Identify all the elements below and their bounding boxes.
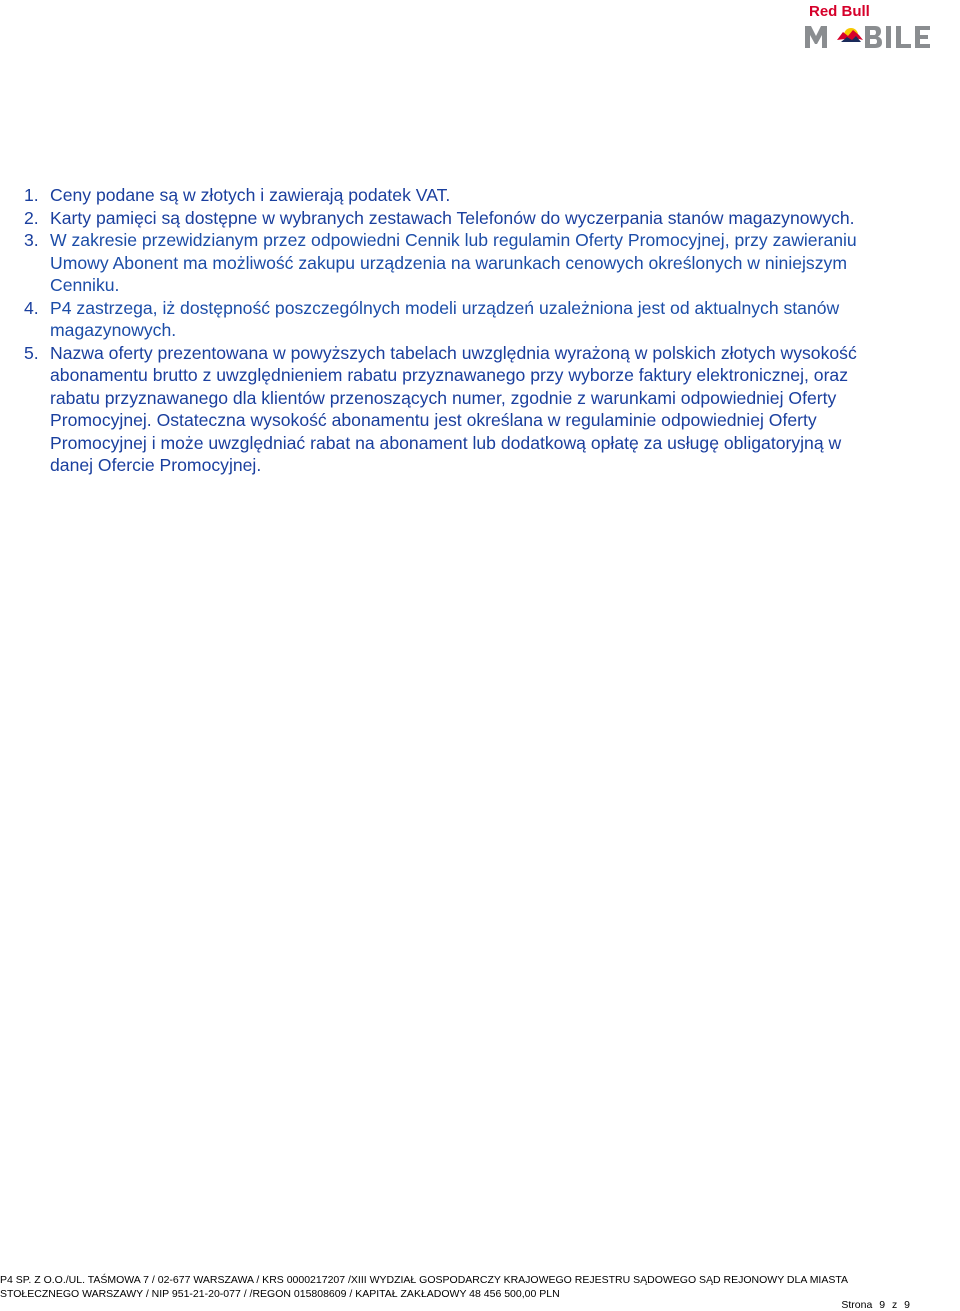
logo-brand-top: Red Bull [809, 3, 870, 20]
logo-bull-emblem [837, 28, 863, 42]
page-current: 9 [879, 1299, 886, 1311]
note-text: Ceny podane są w złotych i zawierają podatek VAT. [50, 185, 451, 205]
page-number [841, 1299, 914, 1311]
page-label: Strona [841, 1299, 873, 1311]
notes-list [24, 184, 874, 477]
note-item [24, 229, 874, 297]
note-number: 3. [24, 230, 39, 250]
note-text: Nazwa oferty prezentowana w powyższych tabelach uwzględnia wyrażoną w polskich złotych wysokość abonamentu brutto z uwzględnieniem rabatu przyznawanego przy wyborze faktury elektronicznej, oraz rabatu przyznawanego dla klientów przenoszących numer, zgodnie z warunkami odpowiedniej Oferty Promocyjnej. Ostateczna wysokość abonamentu jest określana w regulaminie odpowiedniej Oferty Promocyjnej i może uwzględniać rabat na abonament lub dodatkową opłatę za usługę obligatoryjną w danej Ofercie Promocyjnej. [50, 342, 857, 475]
logo-wordmark [805, 26, 930, 48]
note-item [24, 184, 874, 207]
note-number: 4. [24, 297, 39, 318]
note-text: Karty pamięci są dostępne w wybranych zestawach Telefonów do wyczerpania stanów magazynowych. [50, 207, 855, 228]
page-separator: z [891, 1299, 898, 1311]
note-item [24, 342, 874, 477]
note-text: P4 zastrzega, iż dostępność poszczególnych modeli urządzeń uzależniona jest od aktualnych stanów magazynowych. [50, 297, 840, 340]
company-footer [0, 1273, 960, 1301]
note-item [24, 297, 874, 342]
note-item [24, 207, 874, 230]
footer-line-2: STOŁECZNEGO WARSZAWY / NIP 951-21-20-077 / /REGON 015808609 / KAPITAŁ ZAKŁADOWY 48 456 500,00 PLN [0, 1288, 560, 1300]
page-total: 9 [904, 1299, 910, 1311]
note-number: 1. [24, 185, 39, 205]
footer-line-1: P4 SP. Z O.O./UL. TAŚMOWA 7 / 02-677 WARSZAWA / KRS 0000217207 /XIII WYDZIAŁ GOSPODARCZY KRAJOWEGO REJESTRU SĄDOWEGO SĄD REJONOWY DLA MIASTA [0, 1274, 848, 1286]
red-bull-mobile-logo [803, 2, 958, 52]
note-number: 5. [24, 342, 39, 363]
note-number: 2. [24, 207, 39, 228]
note-text: W zakresie przewidzianym przez odpowiedni Cennik lub regulamin Oferty Promocyjnej, przy zawieraniu Umowy Abonent ma możliwość zakupu urządzenia na warunkach cenowych określonych w niniejszym Cenniku. [50, 230, 857, 295]
